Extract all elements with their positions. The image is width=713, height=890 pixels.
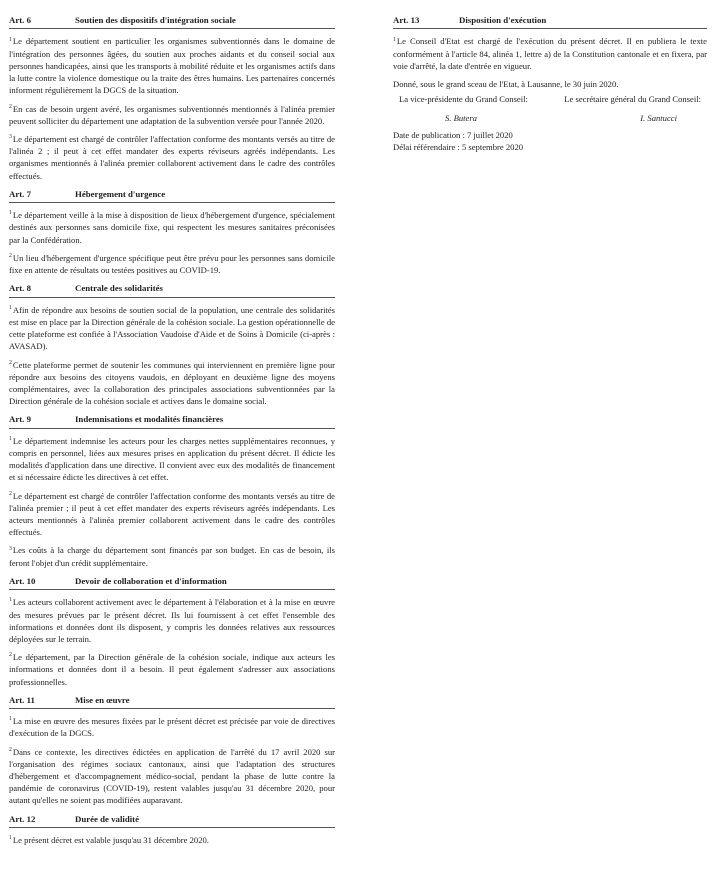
article-paragraph — [9, 715, 335, 739]
paragraph-text: Le département veille à la mise à disposition de lieux d'hébergement d'urgence, spécialement destinés aux personnes sans domicile fixe, qui respectent les mesures sanitaires préconisées par la Confédération. — [9, 210, 335, 245]
paragraph-number: 3 — [9, 134, 12, 141]
signatory-role-right: Le secrétaire général du Grand Conseil: — [564, 94, 701, 105]
signatory-name-right: I. Santucci — [640, 112, 677, 123]
article-title: Indemnisations et modalités financières — [75, 414, 224, 425]
paragraph-number: 1 — [9, 36, 12, 43]
signatory-names — [393, 106, 707, 124]
paragraph-number: 2 — [9, 746, 12, 753]
article-paragraph — [9, 304, 335, 353]
paragraph-text: Les acteurs collaborent activement avec le département à l'élaboration et à la mise en œuvre des mesures prévues par le présent décret. Ils lui fournissent à cet effet l'ensemble des informations et données dont ils disposent, y compris les données relatives aux ressources déployées sur le terrain. — [9, 597, 335, 644]
article-paragraph — [9, 359, 335, 408]
article-number: Art. 12 — [9, 813, 36, 824]
paragraph-number: 2 — [9, 103, 12, 110]
paragraph-text: Les coûts à la charge du département sont financés par son budget. En cas de besoin, ils feront l'objet d'un crédit supplémentaire. — [9, 545, 335, 568]
paragraph-number: 2 — [9, 359, 12, 366]
article — [393, 14, 707, 72]
article-number: Art. 6 — [9, 15, 31, 25]
paragraph-text: Un lieu d'hébergement d'urgence spécifique peut être prévu pour les personnes sans domicile fixe en attente de résultats ou testées positives au COVID-19. — [9, 252, 335, 276]
paragraph-number: 2 — [9, 652, 12, 659]
article — [9, 813, 335, 847]
signatory-role-left: La vice-présidente du Grand Conseil: — [399, 94, 528, 105]
paragraph-number: 1 — [9, 304, 12, 311]
article-paragraph — [9, 435, 335, 484]
paragraph-text: Le département est chargé de contrôler l'affectation conforme des montants versés au titre de l'alinéa premier ; il peut à cet effet mandater des experts réviseurs agréés indépendants. Les acteurs mentionnés à l'alinéa premier collaborent activement dans le cadre des contrôles effectués. — [9, 490, 335, 538]
paragraph-text: La mise en œuvre des mesures fixées par le présent décret est précisée par voie de directives d'exécution de la DGCS. — [9, 716, 335, 739]
article-heading — [9, 694, 335, 709]
paragraph-number: 1 — [9, 435, 12, 442]
signatory-name-left: S. Butera — [445, 112, 477, 123]
article-title: Disposition d'exécution — [459, 15, 547, 25]
paragraph-text: Le département, par la Direction générale de la cohésion sociale, indique aux acteurs les informations et données dont il a besoin. Il peut également s'adresser aux associations professionnelles. — [9, 652, 335, 687]
paragraph-number: 2 — [9, 490, 12, 497]
article-number: Art. 8 — [9, 283, 31, 294]
paragraph-number: 2 — [9, 252, 12, 259]
article-title: Devoir de collaboration et d'information — [75, 575, 227, 586]
article-title: Hébergement d'urgence — [75, 188, 166, 199]
article — [9, 282, 335, 407]
paragraph-text: Le Conseil d'Etat est chargé de l'exécution du présent décret. Il en publiera le texte conformément à l'article 84, alinéa 1, lettre a) de la Constitution cantonale et en fixera, par voie d'arrêté, la date d'entrée en vigueur. — [393, 36, 707, 71]
paragraph-text: Le département soutient en particulier les organismes subventionnés dans le domaine de l'intégration des personnes âgées, du soutien aux proches aidants et du conseil social aux personnes handicapées, ainsi que les transports à mobilité réduite et les organismes actifs dans la lutte contre la violence domestique ou la traite des êtres humains. Les partenaires concernés informent régulièrement la DGCS de la situation. — [9, 36, 335, 96]
article-heading — [9, 575, 335, 590]
article-number: Art. 7 — [9, 188, 31, 199]
article-paragraph — [9, 35, 335, 96]
article-heading — [9, 813, 335, 828]
article-number: Art. 10 — [9, 575, 36, 586]
paragraph-number: 1 — [9, 835, 12, 842]
paragraph-number: 3 — [9, 545, 12, 552]
paragraph-number: 1 — [9, 210, 12, 217]
article-title: Durée de validité — [75, 813, 140, 824]
article-heading — [393, 14, 707, 29]
article-paragraph — [9, 103, 335, 127]
article-heading — [9, 413, 335, 428]
article-paragraph — [9, 133, 335, 182]
paragraph-text: Dans ce contexte, les directives édictées en application de l'arrêté du 17 avril 2020 sur l'organisation des régimes sociaux cantonaux, ainsi que l'adaptation des structures d'hébergement et d'accompagnement médico-social, pendant la phase de lutte contre la pandémie de coronavirus (COVID-19), restent valables jusqu'au 31 décembre 2020, pour autant qu'elles ne soient pas modifiées auparavant. — [9, 746, 335, 806]
article-number: Art. 11 — [9, 694, 35, 705]
article-paragraph — [9, 651, 335, 688]
article-paragraph — [9, 209, 335, 246]
article — [9, 413, 335, 569]
article-paragraph — [9, 596, 335, 645]
given-statement: Donné, sous le grand sceau de l'Etat, à Lausanne, le 30 juin 2020. — [393, 79, 619, 90]
article-title: Centrale des solidarités — [75, 283, 163, 294]
article-paragraph — [9, 252, 335, 276]
article-paragraph — [9, 746, 335, 807]
publication-date: Date de publication : 7 juillet 2020 — [393, 129, 513, 140]
article-number: Art. 13 — [393, 15, 420, 25]
referendum-deadline: Délai référendaire : 5 septembre 2020 — [393, 141, 524, 152]
article — [9, 575, 335, 688]
paragraph-text: Le présent décret est valable jusqu'au 31 décembre 2020. — [12, 835, 209, 846]
article-heading — [9, 188, 335, 203]
paragraph-number: 1 — [393, 36, 396, 43]
article-paragraph — [9, 490, 335, 539]
paragraph-text: Le département indemnise les acteurs pour les charges nettes supplémentaires reconnues, y compris en personnel, liées aux mesures prises en application du présent décret. Il édicte les modalités d'application dans une directive. Il convient avec eux des modalités de financement et si nécessaire édicte les directives à cet effet. — [9, 435, 335, 483]
right-column — [393, 14, 707, 153]
article — [9, 188, 335, 277]
article-heading — [9, 282, 335, 297]
article-paragraph — [9, 544, 335, 568]
article — [9, 694, 335, 807]
paragraph-number: 1 — [9, 597, 12, 604]
article-number: Art. 9 — [9, 414, 31, 425]
article-paragraph — [393, 35, 707, 72]
paragraph-text: Afin de répondre aux besoins de soutien social de la population, une centrale des solidarités est mise en place par la Direction générale de la cohésion sociale. La gestion opérationnelle de cette plateforme est confiée à l'Association Vaudoise d'Aide et de Soins à Domicile (ci-après : AVASAD). — [9, 304, 335, 352]
article-paragraph — [9, 834, 335, 846]
article — [9, 14, 335, 182]
paragraph-text: Cette plateforme permet de soutenir les communes qui interviennent en première ligne pour répondre aux besoins des citoyens vaudois, en déployant en deuxième ligne des moyens complémentaires, avec la collaboration des principales associations subventionnées par la Direction générale de la cohésion sociale et actives dans le domaine social. — [9, 359, 335, 407]
paragraph-number: 1 — [9, 716, 12, 723]
article-title: Mise en œuvre — [75, 694, 130, 705]
article-heading — [9, 14, 335, 29]
signatory-roles — [393, 93, 707, 105]
article-title: Soutien des dispositifs d'intégration sociale — [75, 15, 236, 25]
paragraph-text: Le département est chargé de contrôler l'affectation conforme des montants versés au titre de l'alinéa 2 ; il peut à cet effet mandater des experts réviseurs agréés indépendants. Les organismes mentionnés à l'alinéa premier collaborent activement dans le cadre des contrôles effectués. — [9, 133, 335, 181]
left-column — [9, 14, 335, 852]
paragraph-text: En cas de besoin urgent avéré, les organismes subventionnés mentionnés à l'alinéa premier peuvent solliciter du département une adaptation de la subvention versée pour l'année 2020. — [9, 103, 335, 126]
